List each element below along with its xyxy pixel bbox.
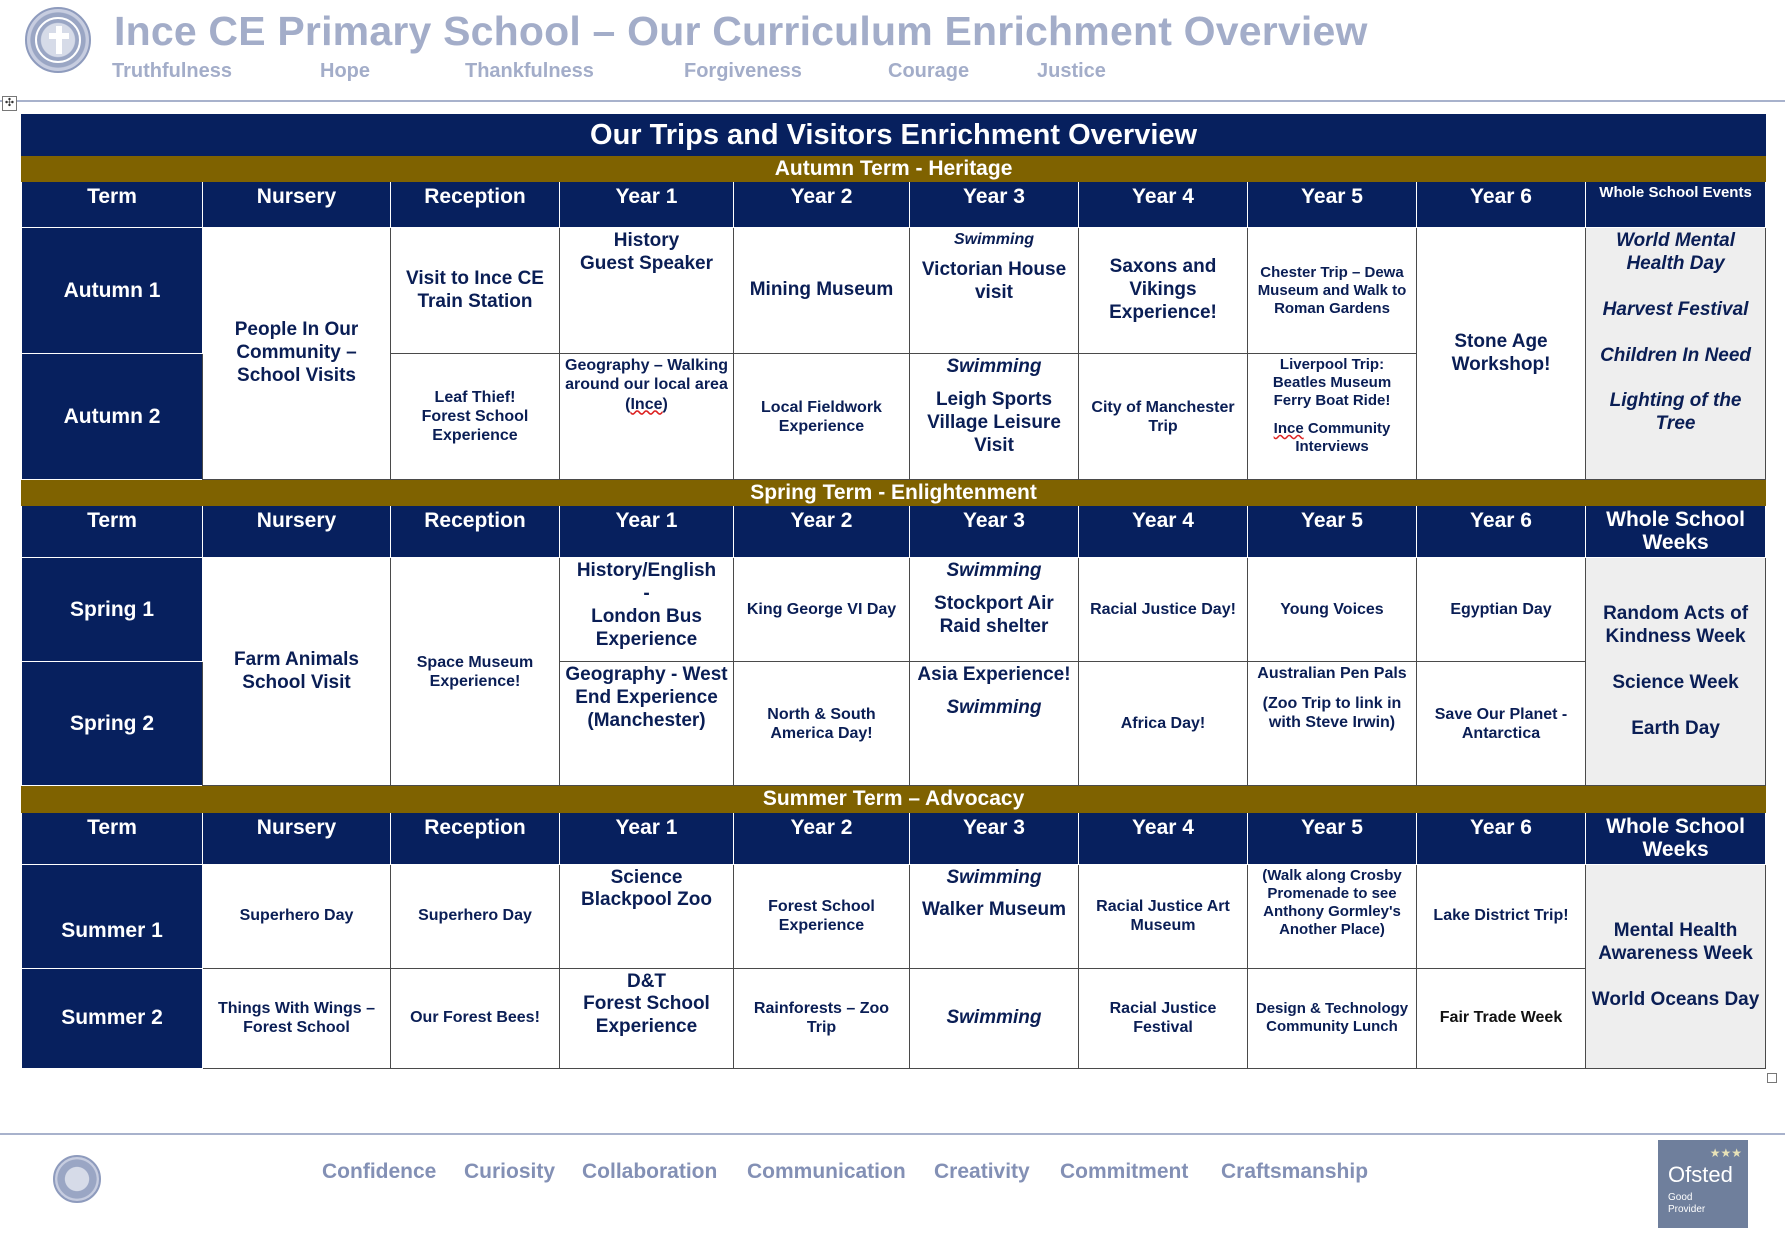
whole-item: Harvest Festival (1602, 298, 1749, 320)
cell-autumn2-year2: Local Fieldwork Experience (734, 354, 910, 480)
stars-icon: ★★★ (1709, 1146, 1742, 1160)
year5-penpals: Australian Pen Pals (1257, 665, 1407, 683)
footer-value-craftsmanship: Craftsmanship (1221, 1160, 1369, 1183)
cell-autumn2-reception: Leaf Thief! Forest School Experience (391, 354, 560, 480)
whole-item: World Mental Health Day (1616, 230, 1736, 274)
cell-autumn1-year2: Mining Museum (734, 228, 910, 354)
cell-summer2-year1: D&T Forest School Experience (560, 968, 734, 1068)
cell-spring2-year2: North & South America Day! (734, 662, 910, 786)
term-autumn-2: Autumn 2 (22, 354, 203, 480)
whole-item: Lighting of the Tree (1609, 390, 1742, 435)
value-truthfulness: Truthfulness (112, 60, 233, 82)
cell-spring1-year6: Egyptian Day (1417, 558, 1586, 662)
cell-spring1-year2: King George VI Day (734, 558, 910, 662)
cell-summer2-year3: Swimming (910, 968, 1079, 1068)
whole-item: Random Acts of Kindness Week (1603, 603, 1749, 648)
col-header-year3: Year 3 (910, 812, 1079, 864)
cell-spring2-year3 (910, 662, 1079, 786)
enrichment-table (21, 114, 1766, 1069)
cell-spring-reception: Space Museum Experience! (391, 558, 560, 786)
whole-item: Science Week (1612, 671, 1739, 693)
term-band-spring: Spring Term - Enlightenment (22, 480, 1766, 506)
cell-spring2-year1: Geography - West End Experience (Manchester) (560, 662, 734, 786)
table-resize-handle-icon[interactable] (1767, 1073, 1777, 1083)
col-header-year3: Year 3 (910, 506, 1079, 558)
term-band-autumn: Autumn Term - Heritage (22, 156, 1766, 182)
cell-autumn2-year4: City of Manchester Trip (1079, 354, 1248, 480)
cell-autumn1-year4: Saxons and Vikings Experience! (1079, 228, 1248, 354)
cell-summer1-nursery: Superhero Day (203, 864, 391, 968)
table-main-title: Our Trips and Visitors Enrichment Overview (22, 115, 1766, 156)
cell-spring-nursery: Farm Animals School Visit (203, 558, 391, 786)
swimming-note: Swimming (946, 356, 1042, 378)
value-forgiveness: Forgiveness (684, 60, 802, 82)
footer-value-commitment: Commitment (1060, 1160, 1189, 1183)
whole-item: Children In Need (1600, 344, 1752, 366)
col-header-year1: Year 1 (560, 812, 734, 864)
col-header-year6: Year 6 (1417, 506, 1586, 558)
ofsted-rating: Good (1668, 1192, 1693, 1203)
col-header-reception: Reception (391, 812, 560, 864)
cell-summer1-reception: Superhero Day (391, 864, 560, 968)
col-header-reception: Reception (391, 506, 560, 558)
ofsted-name: Ofsted (1668, 1162, 1733, 1187)
year3-activity: Victorian House visit (921, 259, 1067, 304)
cell-autumn2-year1 (560, 354, 734, 480)
term-band-summer: Summer Term – Advocacy (22, 786, 1766, 812)
whole-item: World Oceans Day (1591, 988, 1760, 1010)
year1-place: Ince (630, 395, 663, 413)
cell-autumn1-year5: Chester Trip – Dewa Museum and Walk to Roman Gardens (1248, 228, 1417, 354)
cell-summer2-year6: Fair Trade Week (1417, 968, 1586, 1068)
col-header-year1: Year 1 (560, 506, 734, 558)
cell-summer1-year4: Racial Justice Art Museum (1079, 864, 1248, 968)
col-header-term: Term (22, 506, 203, 558)
cell-spring2-year6: Save Our Planet - Antarctica (1417, 662, 1586, 786)
year3-activity: Walker Museum (922, 899, 1066, 921)
year5-zoo: (Zoo Trip to link in with Steve Irwin) (1262, 694, 1402, 731)
footer-value-creativity: Creativity (934, 1160, 1030, 1183)
term-spring-2: Spring 2 (22, 662, 203, 786)
col-header-year1: Year 1 (560, 182, 734, 228)
cell-spring1-year5: Young Voices (1248, 558, 1417, 662)
cell-summer1-year3 (910, 864, 1079, 968)
cell-summer2-reception: Our Forest Bees! (391, 968, 560, 1068)
col-header-year5: Year 5 (1248, 506, 1417, 558)
cell-summer2-year4: Racial Justice Festival (1079, 968, 1248, 1068)
value-courage: Courage (888, 60, 970, 82)
cell-summer2-year5: Design & Technology Community Lunch (1248, 968, 1417, 1068)
year5-trip: Liverpool Trip: Beatles Museum Ferry Boat Ride! (1272, 356, 1392, 410)
col-header-term: Term (22, 812, 203, 864)
col-header-nursery: Nursery (203, 506, 391, 558)
footer-value-collaboration: Collaboration (582, 1160, 718, 1183)
cell-autumn-whole-school (1586, 228, 1766, 480)
table-move-handle-icon[interactable]: ✣ (2, 96, 17, 111)
col-header-whole-school: Whole School Weeks (1586, 506, 1766, 558)
cell-autumn2-year5 (1248, 354, 1417, 480)
footer-divider (0, 1133, 1785, 1135)
col-header-year4: Year 4 (1079, 812, 1248, 864)
whole-item: Mental Health Awareness Week (1598, 920, 1753, 965)
school-logo (25, 7, 91, 73)
swimming-note: Swimming (946, 697, 1042, 719)
swimming-note: Swimming (946, 560, 1042, 582)
col-header-year5: Year 5 (1248, 182, 1417, 228)
year5-interviews (1252, 420, 1412, 456)
cell-summer2-nursery: Things With Wings – Forest School (203, 968, 391, 1068)
col-header-term: Term (22, 182, 203, 228)
year1-close: ) (662, 395, 668, 413)
footer-value-confidence: Confidence (322, 1160, 437, 1183)
value-thankfulness: Thankfulness (465, 60, 594, 82)
cell-spring-whole-school (1586, 558, 1766, 786)
cell-summer1-year1: Science Blackpool Zoo (560, 864, 734, 968)
cell-spring1-year4: Racial Justice Day! (1079, 558, 1248, 662)
cell-summer1-year6: Lake District Trip! (1417, 864, 1586, 968)
col-header-year5: Year 5 (1248, 812, 1417, 864)
term-autumn-1: Autumn 1 (22, 228, 203, 354)
year3-activity: Stockport Air Raid shelter (934, 593, 1054, 637)
cell-autumn-nursery: People In Our Community – School Visits (203, 228, 391, 480)
ofsted-provider: Provider (1668, 1203, 1706, 1215)
value-justice: Justice (1037, 60, 1106, 82)
cell-summer1-year2: Forest School Experience (734, 864, 910, 968)
ofsted-badge (1658, 1140, 1748, 1228)
col-header-nursery: Nursery (203, 812, 391, 864)
value-hope: Hope (320, 60, 370, 82)
swimming-note: Swimming (946, 866, 1042, 888)
footer-value-communication: Communication (747, 1160, 906, 1183)
cell-summer1-year5: (Walk along Crosby Promenade to see Anthony Gormley's Another Place) (1248, 864, 1417, 968)
col-header-whole-school: Whole School Events (1586, 182, 1766, 228)
col-header-whole-school: Whole School Weeks (1586, 812, 1766, 864)
cell-spring2-year4: Africa Day! (1079, 662, 1248, 786)
term-summer-1: Summer 1 (22, 864, 203, 968)
header-divider (0, 100, 1785, 102)
cell-summer-whole-school (1586, 864, 1766, 1068)
whole-item: Earth Day (1631, 717, 1720, 739)
col-header-nursery: Nursery (203, 182, 391, 228)
col-header-year4: Year 4 (1079, 182, 1248, 228)
footer-school-logo (53, 1155, 101, 1203)
cell-spring2-year5 (1248, 662, 1417, 786)
term-spring-1: Spring 1 (22, 558, 203, 662)
swimming-note: Swimming (953, 231, 1034, 249)
col-header-year3: Year 3 (910, 182, 1079, 228)
cell-spring1-year3 (910, 558, 1079, 662)
cell-autumn1-reception: Visit to Ince CE Train Station (391, 228, 560, 354)
col-header-year2: Year 2 (734, 182, 910, 228)
cell-autumn-year6: Stone Age Workshop! (1417, 228, 1586, 480)
cell-autumn2-year3 (910, 354, 1079, 480)
term-summer-2: Summer 2 (22, 968, 203, 1068)
col-header-year4: Year 4 (1079, 506, 1248, 558)
year3-activity: Asia Experience! (917, 664, 1071, 686)
page-title: Ince CE Primary School – Our Curriculum Enrichment Overview (114, 8, 1368, 54)
col-header-reception: Reception (391, 182, 560, 228)
col-header-year2: Year 2 (734, 506, 910, 558)
year5-interviews-text: Community Interviews (1295, 420, 1391, 456)
col-header-year6: Year 6 (1417, 182, 1586, 228)
col-header-year2: Year 2 (734, 812, 910, 864)
year5-place: Ince (1273, 420, 1304, 438)
cell-spring1-year1: History/English - London Bus Experience (560, 558, 734, 662)
cell-autumn1-year3 (910, 228, 1079, 354)
cell-autumn1-year1: History Guest Speaker (560, 228, 734, 354)
footer-value-curiosity: Curiosity (464, 1160, 556, 1183)
year1-text: Geography – Walking around our local area ( (565, 357, 728, 413)
year3-activity: Leigh Sports Village Leisure Visit (927, 388, 1061, 456)
col-header-year6: Year 6 (1417, 812, 1586, 864)
cell-summer2-year2: Rainforests – Zoo Trip (734, 968, 910, 1068)
